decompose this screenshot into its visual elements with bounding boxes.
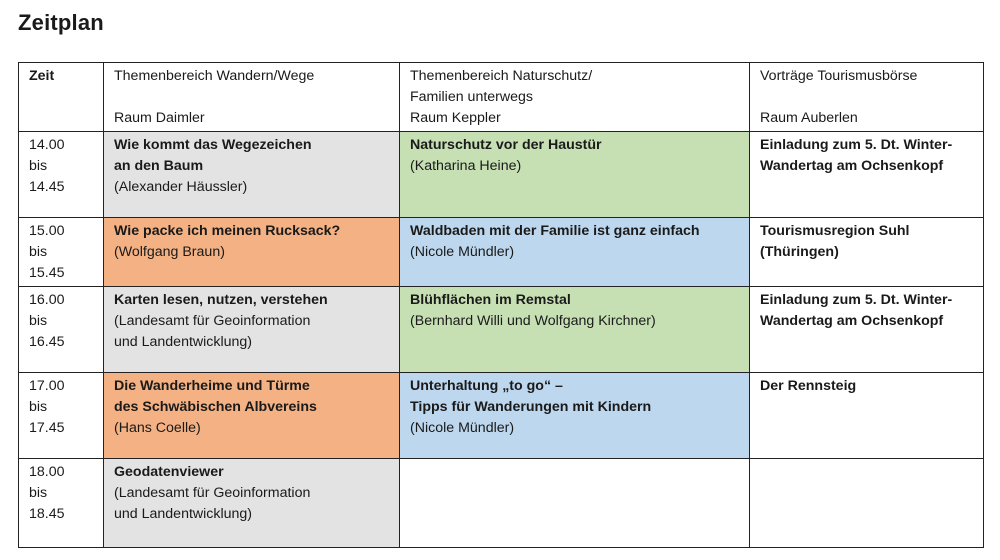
time-end: 15.45 — [29, 265, 65, 281]
session-title: Karten lesen, nutzen, verstehen — [114, 292, 328, 308]
session-title: Tourismusregion Suhl (Thüringen) — [760, 223, 910, 260]
table-row — [19, 373, 984, 459]
session-speaker: (Landesamt für Geoinformation und Landentwicklung) — [114, 313, 311, 350]
header-vortrag-room: Raum Auberlen — [760, 110, 858, 126]
session-natur — [400, 373, 750, 459]
time-cell — [19, 218, 104, 287]
time-cell — [19, 132, 104, 218]
time-cell — [19, 287, 104, 373]
session-wandern — [104, 287, 400, 373]
session-natur — [400, 218, 750, 287]
page-title: Zeitplan — [18, 10, 104, 35]
session-title: Der Rennsteig — [760, 378, 857, 394]
session-vortrag — [750, 459, 984, 548]
session-vortrag — [750, 373, 984, 459]
header-vortrag — [750, 63, 984, 132]
session-speaker: (Bernhard Willi und Wolfgang Kirchner) — [410, 313, 656, 329]
table-header-row — [19, 63, 984, 132]
session-title: Die Wanderheime und Türme des Schwäbischen Albvereins — [114, 378, 317, 415]
header-time — [19, 63, 104, 132]
session-speaker: (Hans Coelle) — [114, 420, 201, 436]
header-natur-label-2: Familien unterwegs — [410, 89, 534, 105]
session-speaker: (Nicole Mündler) — [410, 244, 515, 260]
time-start: 18.00 — [29, 464, 65, 480]
time-end: 18.45 — [29, 506, 65, 522]
session-wandern — [104, 459, 400, 548]
session-title: Geodatenviewer — [114, 464, 224, 480]
header-natur-label: Themenbereich Naturschutz/ — [410, 68, 593, 84]
header-wandern — [104, 63, 400, 132]
time-separator: bis — [29, 313, 48, 329]
header-natur-room: Raum Keppler — [410, 110, 501, 126]
session-natur — [400, 287, 750, 373]
time-separator: bis — [29, 399, 48, 415]
session-speaker: (Katharina Heine) — [410, 158, 522, 174]
time-end: 14.45 — [29, 179, 65, 195]
time-start: 15.00 — [29, 223, 65, 239]
session-title: Naturschutz vor der Haustür — [410, 137, 602, 153]
time-end: 17.45 — [29, 420, 65, 436]
time-start: 16.00 — [29, 292, 65, 308]
header-natur — [400, 63, 750, 132]
schedule-table — [18, 62, 984, 548]
session-title: Einladung zum 5. Dt. Winter- Wandertag am Ochsenkopf — [760, 137, 953, 174]
session-vortrag — [750, 218, 984, 287]
header-wandern-room: Raum Daimler — [114, 110, 205, 126]
session-title: Wie kommt das Wegezeichen an den Baum — [114, 137, 312, 174]
time-separator: bis — [29, 485, 48, 501]
session-title: Waldbaden mit der Familie ist ganz einfach — [410, 223, 700, 239]
session-natur — [400, 459, 750, 548]
session-speaker: (Landesamt für Geoinformation und Landentwicklung) — [114, 485, 311, 522]
table-row — [19, 132, 984, 218]
header-wandern-label: Themenbereich Wandern/Wege — [114, 68, 315, 84]
time-cell — [19, 373, 104, 459]
session-wandern — [104, 373, 400, 459]
time-separator: bis — [29, 244, 48, 260]
session-vortrag — [750, 287, 984, 373]
session-speaker: (Nicole Mündler) — [410, 420, 515, 436]
time-start: 17.00 — [29, 378, 65, 394]
table-row — [19, 459, 984, 548]
session-wandern — [104, 218, 400, 287]
table-row — [19, 218, 984, 287]
session-natur — [400, 132, 750, 218]
session-title: Blühflächen im Remstal — [410, 292, 571, 308]
time-start: 14.00 — [29, 137, 65, 153]
time-separator: bis — [29, 158, 48, 174]
session-title: Unterhaltung „to go“ – Tipps für Wanderungen mit Kindern — [410, 378, 652, 415]
session-vortrag — [750, 132, 984, 218]
header-time-label: Zeit — [29, 68, 55, 84]
session-wandern — [104, 132, 400, 218]
time-cell — [19, 459, 104, 548]
session-speaker: (Alexander Häussler) — [114, 179, 248, 195]
table-row — [19, 287, 984, 373]
header-vortrag-label: Vorträge Tourismusbörse — [760, 68, 918, 84]
session-title: Wie packe ich meinen Rucksack? — [114, 223, 341, 239]
session-speaker: (Wolfgang Braun) — [114, 244, 225, 260]
time-end: 16.45 — [29, 334, 65, 350]
session-title: Einladung zum 5. Dt. Winter- Wandertag am Ochsenkopf — [760, 292, 953, 329]
